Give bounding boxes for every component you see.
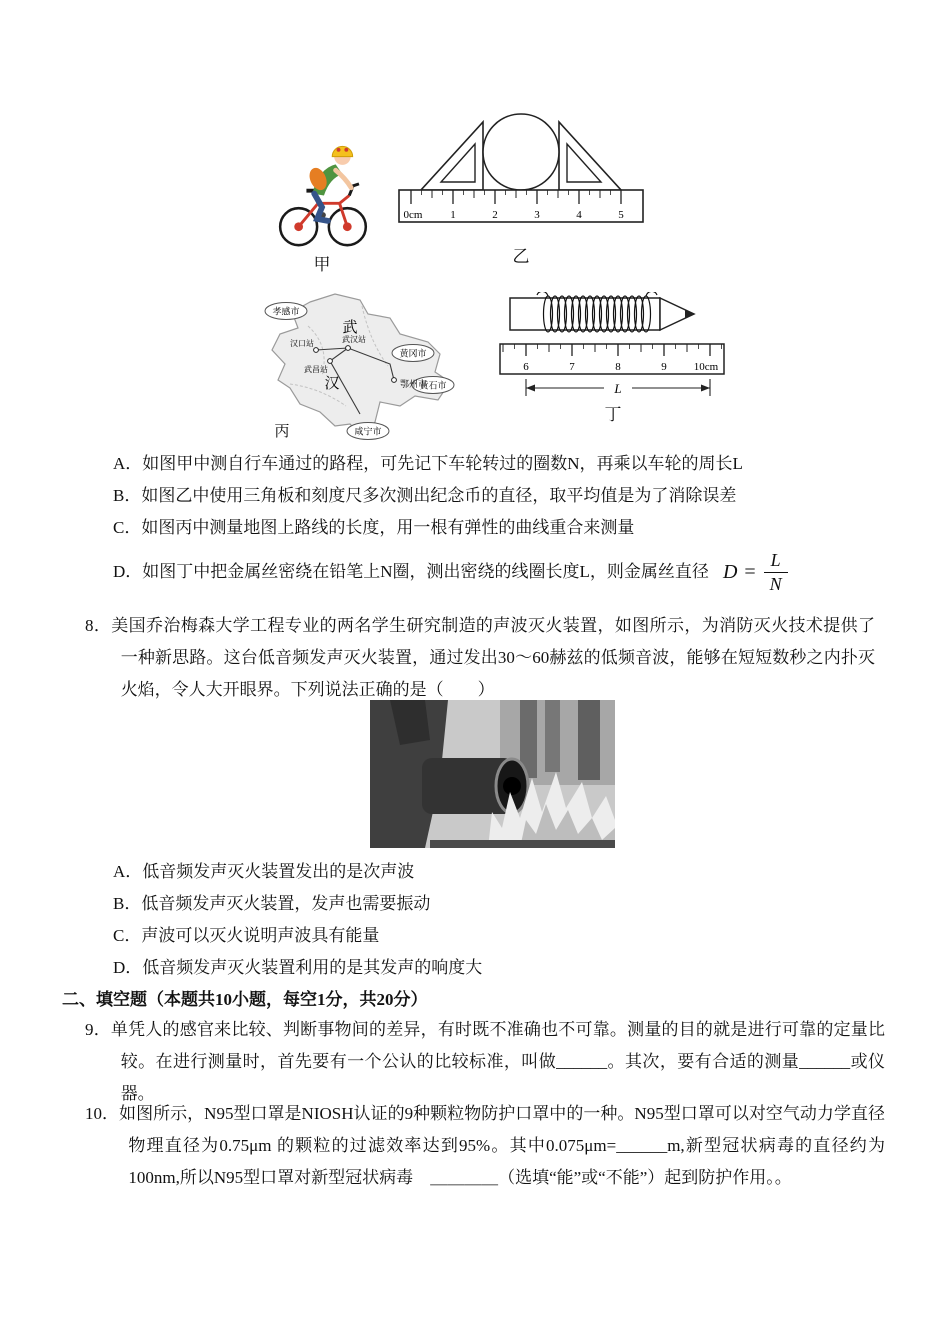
ruler2-label-7: 7 — [569, 361, 575, 373]
caption-bing: 丙 — [274, 424, 290, 440]
caption-yi: 乙 — [512, 247, 530, 266]
q7-option-b: B．如图乙中使用三角板和刻度尺多次测出纪念币的直径，取平均值是为了消除误差 — [113, 486, 737, 505]
ruler-label-2: 2 — [492, 209, 498, 221]
q10-text: 10．如图所示，N95型口罩是NIOSH认证的9种颗粒物防护口罩中的一种。N95型口罩可以对空气动力学直径物理直径为0.75μm 的颗粒的过滤效率达到95%。其中0.075μm=______m,新型冠状病毒的直径约为100nm,所以N95型口罩对新型冠状病毒 ＿＿＿＿（选填“能”或“不能”）起到防护作用。。 — [85, 1104, 885, 1187]
formula-d-equals-l-over-n — [723, 550, 789, 594]
formula-lhs: D — [722, 561, 738, 583]
figure-jia — [272, 106, 372, 252]
map-label-wuchang-station: 武昌站 — [304, 365, 328, 374]
ruler-label-1: 1 — [450, 209, 456, 221]
formula-fraction — [763, 550, 789, 594]
ruler2-label-10cm: 10cm — [693, 361, 719, 373]
wire-coil-figure — [498, 292, 728, 400]
ruler2-label-9: 9 — [661, 361, 667, 373]
coin-measure-figure — [396, 106, 646, 231]
caption-jia: 甲 — [313, 255, 331, 274]
ruler-label-3: 3 — [534, 209, 540, 221]
q8-text: 8．美国乔治梅森大学工程专业的两名学生研究制造的声波灭火装置，如图所示，为消防灭火技术提供了一种新思路。这台低音频发声灭火装置，通过发出30～60赫兹的低频音波，能够在短短数秒之内扑灭火焰，令人大开眼界。下列说法正确的是（ ） — [85, 616, 875, 699]
q8-option-a: A．低音频发声灭火装置发出的是次声波 — [113, 862, 415, 881]
q8-option-c: C．声波可以灭火说明声波具有能量 — [113, 926, 380, 945]
q7-option-d — [113, 546, 789, 598]
q7-option-d-text: D．如图丁中把金属丝密绕在铅笔上N圈，测出密绕的线圈长度L，则金属丝直径 — [113, 562, 709, 581]
fire-extinguishing-photo — [370, 700, 615, 848]
q8-photo — [370, 700, 615, 848]
ruler2-label-8: 8 — [615, 361, 621, 373]
formula-numerator: L — [764, 550, 788, 573]
ruler2-label-6: 6 — [523, 361, 529, 373]
ruler-label-4: 4 — [576, 209, 582, 221]
ruler-label-0cm: 0cm — [403, 209, 423, 221]
q9-text: 9．单凭人的感官来比较、判断事物间的差异，有时既不准确也不可靠。测量的目的就是进行可靠的定量比较。在进行测量时，首先要有一个公认的比较标准，叫做______。其次，要有合适的测量______或仪器。 — [85, 1020, 885, 1103]
bicycle-child-figure — [272, 106, 372, 252]
formula-denominator: N — [769, 573, 782, 594]
figure-bing — [250, 284, 465, 446]
dimension-label-L: L — [614, 381, 622, 396]
map-label-wuhan-station: 武汉站 — [342, 335, 366, 344]
wuhan-map-figure — [250, 284, 465, 444]
map-label-huangshi: 黄石市 — [419, 380, 447, 391]
q8-option-d: D．低音频发声灭火装置利用的是其发声的响度大 — [113, 958, 483, 977]
ruler-label-5: 5 — [618, 209, 624, 221]
section2-header: 二、填空题（本题共10小题，每空1分，共20分） — [62, 990, 428, 1009]
formula-equals: = — [744, 561, 756, 583]
map-label-hankou-station: 汉口站 — [290, 339, 314, 348]
map-label-ezhou: 鄂州市 — [400, 379, 428, 389]
figure-ding — [498, 292, 728, 400]
map-label-xiaogan: 孝感市 — [272, 306, 300, 317]
q7-option-a: A．如图甲中测自行车通过的路程，可先记下车轮转过的圈数N，再乘以车轮的周长L — [113, 454, 743, 473]
q7-option-c: C．如图丙中测量地图上路线的长度，用一根有弹性的曲线重合来测量 — [113, 518, 635, 537]
map-label-huanggang: 黄冈市 — [399, 348, 427, 359]
caption-ding: 丁 — [604, 405, 622, 424]
map-label-han: 汉 — [324, 376, 340, 392]
map-label-wu: 武 — [342, 320, 358, 336]
q8-option-b: B．低音频发声灭火装置，发声也需要振动 — [113, 894, 431, 913]
map-label-xianning: 咸宁市 — [354, 426, 382, 437]
figure-yi — [396, 106, 646, 234]
